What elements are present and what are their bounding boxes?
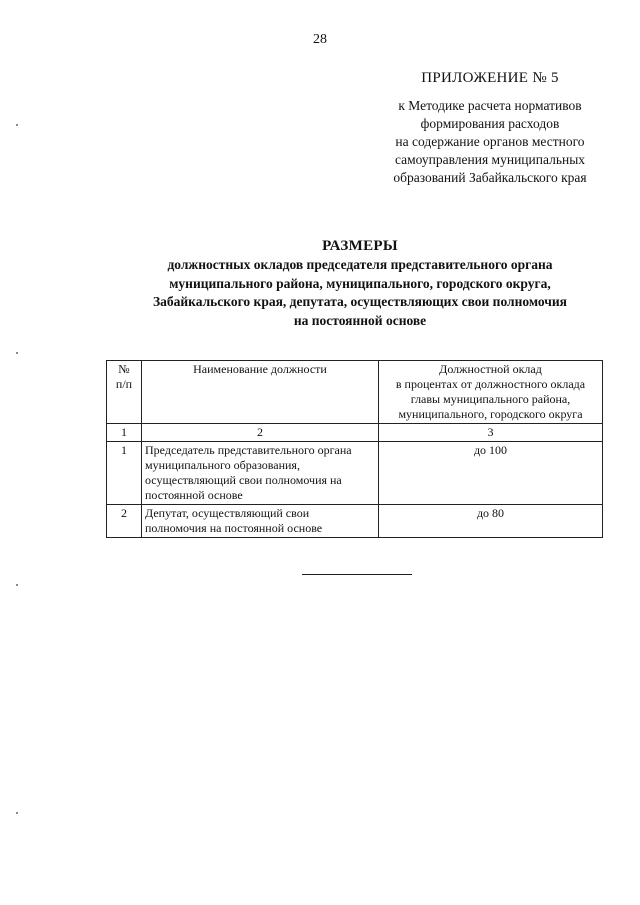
row-num-cell: 1	[107, 442, 142, 505]
row-name-line: постоянной основе	[145, 488, 243, 502]
index-cell: 1	[107, 424, 142, 442]
margin-mark	[16, 352, 18, 354]
appendix-line: формирования расходов	[420, 116, 560, 131]
heading-title: РАЗМЕРЫ	[322, 238, 398, 254]
table-header-row	[107, 361, 603, 424]
header-num-cell	[107, 361, 142, 424]
index-cell: 3	[379, 424, 603, 442]
row-name-cell	[142, 505, 379, 538]
header-salary-line: Должностной оклад	[439, 362, 542, 376]
table-index-row	[107, 424, 603, 442]
margin-mark	[16, 812, 18, 814]
row-salary-cell: до 80	[379, 505, 603, 538]
header-salary-line: муниципального, городского округа	[398, 407, 583, 421]
appendix-line: самоуправления муниципальных	[394, 152, 586, 167]
header-num-line: №	[118, 362, 130, 376]
row-name-cell	[142, 442, 379, 505]
page-number: 28	[313, 32, 327, 47]
header-salary-line: в процентах от должностного оклада	[395, 377, 586, 391]
heading-line: должностных окладов председателя представительного органа	[167, 257, 553, 272]
header-salary-line: главы муниципального района,	[410, 392, 571, 406]
appendix-block	[360, 70, 620, 187]
appendix-line: к Методике расчета нормативов	[398, 98, 582, 113]
row-name-line: муниципального образования,	[145, 458, 300, 472]
row-name-line: Депутат, осуществляющий свои	[145, 506, 310, 520]
appendix-line: образований Забайкальского края	[393, 170, 587, 185]
margin-mark	[16, 124, 18, 126]
table-row	[107, 442, 603, 505]
row-name-line: Председатель представительного органа	[145, 443, 352, 457]
header-name-cell: Наименование должности	[142, 361, 379, 424]
positions-table	[106, 360, 603, 538]
row-name-line: осуществляющий свои полномочия на	[145, 473, 342, 487]
margin-mark	[16, 584, 18, 586]
index-cell: 2	[142, 424, 379, 442]
table-row	[107, 505, 603, 538]
header-num-line: п/п	[115, 377, 133, 391]
row-num-cell: 2	[107, 505, 142, 538]
end-divider-line	[302, 574, 412, 575]
document-heading	[90, 236, 630, 330]
appendix-line: на содержание органов местного	[395, 134, 585, 149]
header-salary-cell	[379, 361, 603, 424]
heading-line: Забайкальского края, депутата, осуществляющих свои полномочия	[152, 294, 567, 309]
heading-line: муниципального района, муниципального, городского округа,	[169, 275, 551, 291]
heading-line: на постоянной основе	[293, 312, 427, 328]
row-name-line: полномочия на постоянной основе	[145, 521, 323, 535]
appendix-title: ПРИЛОЖЕНИЕ № 5	[421, 70, 559, 86]
row-salary-cell: до 100	[379, 442, 603, 505]
